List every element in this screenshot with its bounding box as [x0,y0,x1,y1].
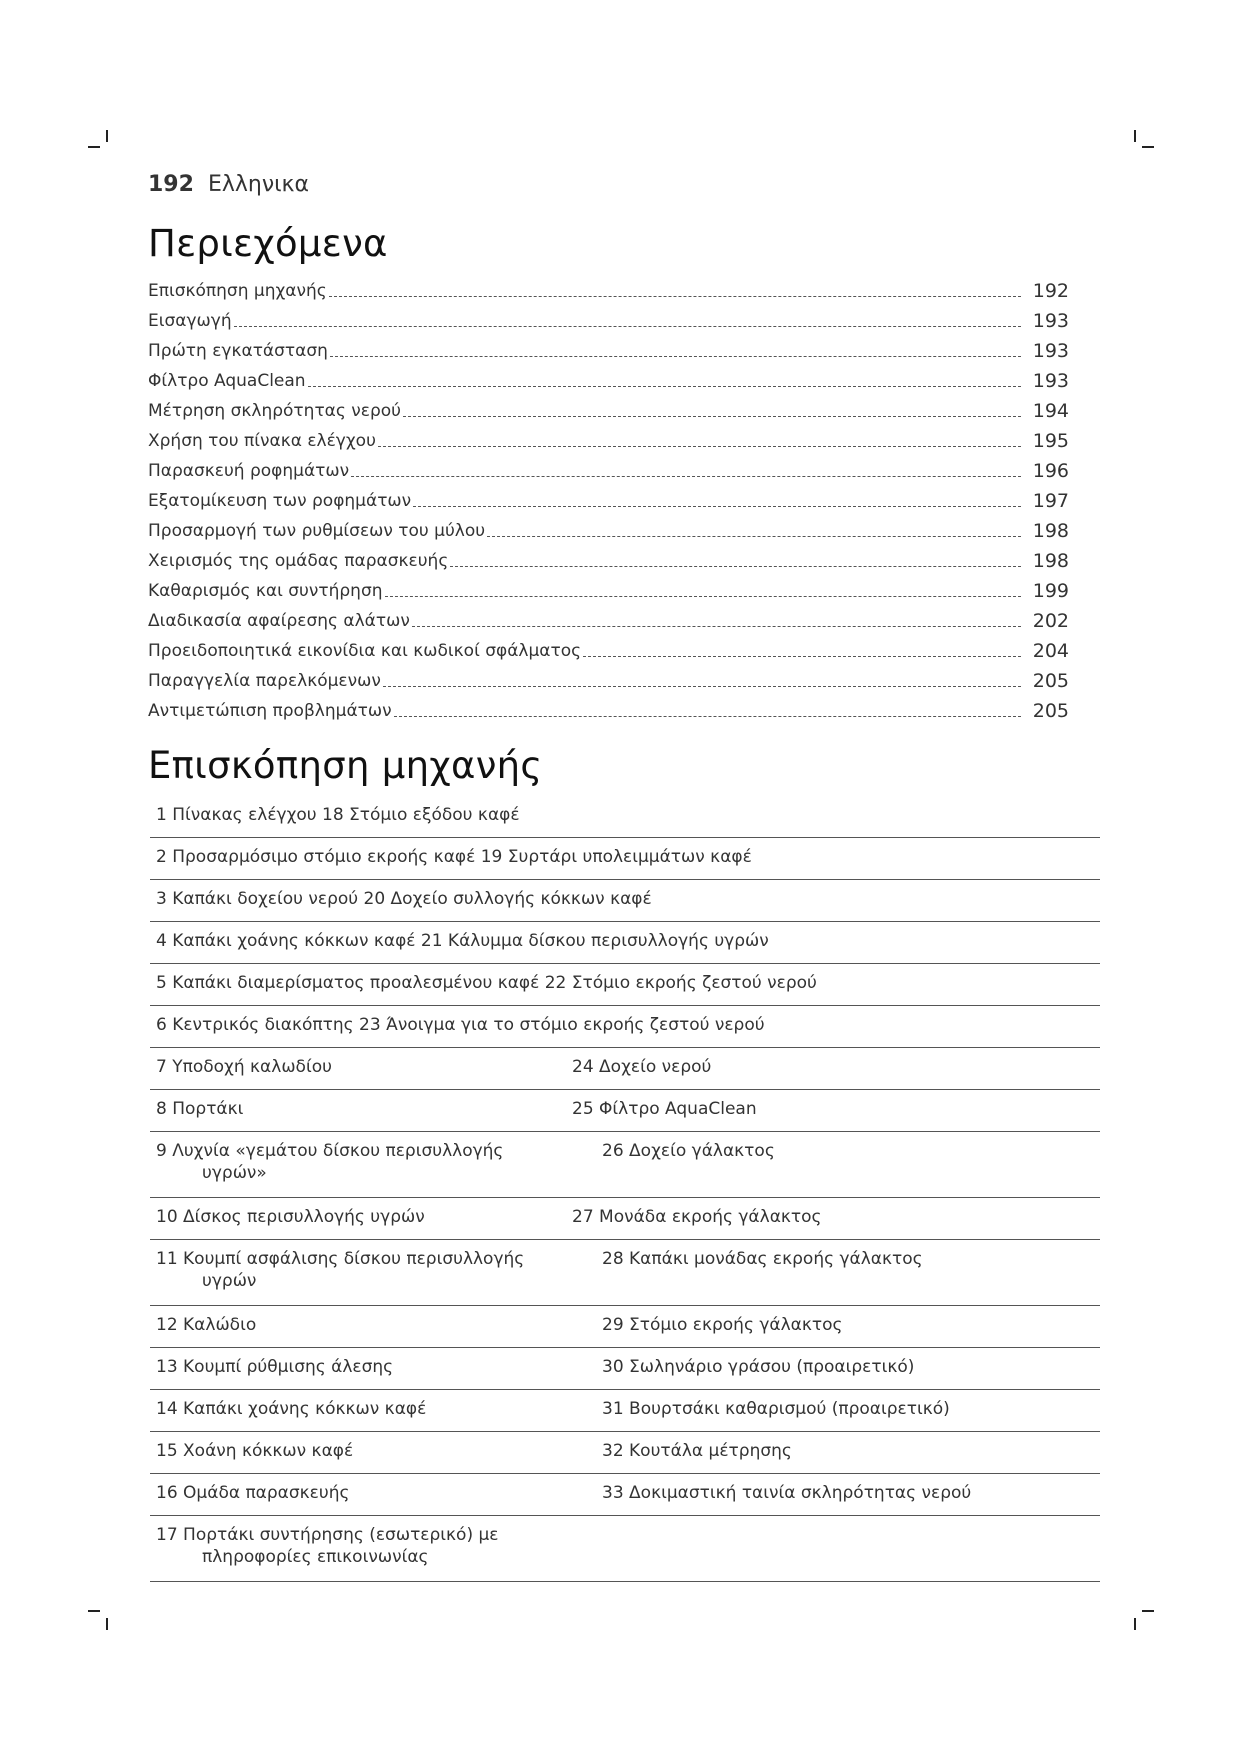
parts-cell-left [150,1048,566,1089]
toc-entry-page: 192 [1032,280,1069,302]
parts-cell-right: 27 Μονάδα εκροής γάλακτος [572,1207,822,1227]
toc-entry-title: Εξατομίκευση των ροφημάτων [148,491,412,511]
parts-label-continued: πληροφορίες επικοινωνίας [202,1547,429,1567]
parts-cell-left [150,1132,596,1197]
toc-entry-page: 195 [1032,430,1069,452]
parts-cell-left [150,1348,596,1389]
parts-label: 8 Πορτάκι [156,1099,244,1119]
toc-leader [403,415,1021,417]
parts-row [150,1240,1100,1306]
toc-entry-page: 198 [1032,520,1069,542]
parts-cell: 5 Καπάκι διαμερίσματος προαλεσμένου καφέ 22 Στόμιο εκροής ζεστού νερού [156,973,817,993]
parts-cell-right: 26 Δοχείο γάλακτος [602,1141,775,1161]
parts-cell: 1 Πίνακας ελέγχου 18 Στόμιο εξόδου καφέ [156,805,520,825]
parts-cell-right: 32 Κουτάλα μέτρησης [602,1441,792,1461]
toc-entry-page: 204 [1032,640,1069,662]
parts-cell-right: 25 Φίλτρο AquaClean [572,1099,757,1119]
toc-leader [308,385,1021,387]
parts-cell-left [150,1240,596,1305]
toc-entry-page: 202 [1032,610,1069,632]
toc-entry-title: Διαδικασία αφαίρεσης αλάτων [148,611,410,631]
parts-label: 17 Πορτάκι συντήρησης (εσωτερικό) με [156,1525,499,1545]
parts-cell: 3 Καπάκι δοχείου νερού 20 Δοχείο συλλογής κόκκων καφέ [156,889,652,909]
toc-leader [583,655,1021,657]
parts-cell: 4 Καπάκι χοάνης κόκκων καφέ 21 Κάλυμμα δίσκου περισυλλογής υγρών [156,931,769,951]
language-label: Ελληνικα [207,172,310,197]
toc-entry-page: 205 [1032,700,1069,722]
parts-cell-right: 30 Σωληνάριο γράσου (προαιρετικό) [602,1357,915,1377]
toc-entry[interactable] [148,602,1073,632]
toc-entry-page: 199 [1032,580,1069,602]
parts-cell-left [150,1474,596,1515]
toc-entry[interactable] [148,362,1073,392]
parts-row [150,1198,1100,1240]
toc-entry[interactable] [148,662,1073,692]
toc-leader [385,595,1022,597]
table-of-contents [148,272,1073,722]
parts-cell-right [596,1516,1100,1581]
toc-entry[interactable] [148,542,1073,572]
crop-mark-top-left-v [106,130,108,142]
crop-mark-bottom-right-v [1134,1618,1136,1630]
toc-leader [234,325,1021,327]
parts-cell-right: 24 Δοχείο νερού [572,1057,712,1077]
parts-cell-left [150,1516,596,1581]
toc-entry-title: Επισκόπηση μηχανής [148,281,327,301]
crop-mark-bottom-left-v [106,1618,108,1630]
parts-row [150,1432,1100,1474]
parts-row [150,1048,1100,1090]
parts-label-continued: υγρών» [202,1163,267,1183]
parts-label: 12 Καλώδιο [156,1315,257,1335]
toc-entry-page: 193 [1032,310,1069,332]
parts-label: 14 Καπάκι χοάνης κόκκων καφέ [156,1399,427,1419]
page-number: 192 [148,172,194,197]
toc-entry-title: Προειδοποιητικά εικονίδια και κωδικοί σφάλματος [148,641,582,661]
crop-mark-top-left-h [88,146,100,148]
crop-mark-top-right-v [1134,130,1136,142]
toc-leader [329,295,1021,297]
parts-list [150,796,1100,1582]
parts-row [150,838,1100,880]
parts-label-continued: υγρών [202,1271,257,1291]
crop-mark-bottom-left-h [88,1610,100,1612]
parts-cell-left [150,1432,596,1473]
toc-entry-title: Καθαρισμός και συντήρηση [148,581,383,601]
parts-row [150,796,1100,838]
toc-leader [351,475,1021,477]
toc-entry-title: Παρασκευή ροφημάτων [148,461,350,481]
parts-cell: 2 Προσαρμόσιμο στόμιο εκροής καφέ 19 Συρτάρι υπολειμμάτων καφέ [156,847,752,867]
toc-leader [450,565,1021,567]
toc-entry-title: Μέτρηση σκληρότητας νερού [148,401,401,421]
parts-row [150,922,1100,964]
toc-leader [413,505,1021,507]
parts-cell-right: 28 Καπάκι μονάδας εκροής γάλακτος [602,1249,923,1269]
toc-entry[interactable] [148,272,1073,302]
toc-entry-page: 193 [1032,340,1069,362]
parts-row [150,1306,1100,1348]
parts-label: 11 Κουμπί ασφάλισης δίσκου περισυλλογής [156,1249,525,1269]
parts-row [150,1090,1100,1132]
parts-row [150,964,1100,1006]
toc-leader [487,535,1021,537]
parts-cell-right: 29 Στόμιο εκροής γάλακτος [602,1315,843,1335]
toc-entry[interactable] [148,632,1073,662]
toc-entry-page: 194 [1032,400,1069,422]
toc-entry-title: Παραγγελία παρελκόμενων [148,671,381,691]
parts-cell-right: 31 Βουρτσάκι καθαρισμού (προαιρετικό) [602,1399,950,1419]
toc-title: Περιεχόμενα [148,222,388,265]
toc-entry-title: Προσαρμογή των ρυθμίσεων του μύλου [148,521,486,541]
parts-label: 9 Λυχνία «γεμάτου δίσκου περισυλλογής [156,1141,504,1161]
crop-mark-top-right-h [1142,146,1154,148]
parts-label: 10 Δίσκος περισυλλογής υγρών [156,1207,425,1227]
parts-row [150,880,1100,922]
page-header [148,172,309,197]
toc-entry-page: 198 [1032,550,1069,572]
parts-label: 13 Κουμπί ρύθμισης άλεσης [156,1357,394,1377]
parts-cell-left [150,1306,596,1347]
parts-row [150,1132,1100,1198]
toc-entry-page: 197 [1032,490,1069,512]
parts-row [150,1348,1100,1390]
toc-entry[interactable] [148,452,1073,482]
parts-cell: 6 Κεντρικός διακόπτης 23 Άνοιγμα για το στόμιο εκροής ζεστού νερού [156,1015,765,1035]
toc-entry-title: Πρώτη εγκατάσταση [148,341,328,361]
parts-label: 7 Υποδοχή καλωδίου [156,1057,332,1077]
toc-entry-title: Χειρισμός της ομάδας παρασκευής [148,551,449,571]
parts-row [150,1390,1100,1432]
parts-row [150,1474,1100,1516]
toc-entry-page: 205 [1032,670,1069,692]
toc-entry-title: Χρήση του πίνακα ελέγχου [148,431,376,451]
parts-cell-left [150,1090,566,1131]
crop-mark-bottom-right-h [1142,1610,1154,1612]
toc-entry-page: 196 [1032,460,1069,482]
toc-entry-title: Αντιμετώπιση προβλημάτων [148,701,392,721]
toc-leader [394,715,1021,717]
overview-title: Επισκόπηση μηχανής [148,744,543,787]
parts-label: 15 Χοάνη κόκκων καφέ [156,1441,354,1461]
parts-cell-left [150,1390,596,1431]
parts-row [150,1516,1100,1582]
toc-entry[interactable] [148,482,1073,512]
toc-entry[interactable] [148,422,1073,452]
toc-leader [378,445,1021,447]
toc-entry[interactable] [148,692,1073,722]
parts-label: 16 Ομάδα παρασκευής [156,1483,350,1503]
toc-entry[interactable] [148,572,1073,602]
toc-entry[interactable] [148,512,1073,542]
toc-entry[interactable] [148,302,1073,332]
toc-entry-page: 193 [1032,370,1069,392]
toc-entry-title: Φίλτρο AquaClean [148,371,306,391]
parts-cell-right: 33 Δοκιμαστική ταινία σκληρότητας νερού [602,1483,972,1503]
parts-row [150,1006,1100,1048]
toc-entry[interactable] [148,332,1073,362]
toc-leader [330,355,1021,357]
parts-cell-left [150,1198,566,1239]
toc-leader [412,625,1021,627]
toc-leader [383,685,1021,687]
toc-entry-title: Εισαγωγή [148,311,232,331]
toc-entry[interactable] [148,392,1073,422]
